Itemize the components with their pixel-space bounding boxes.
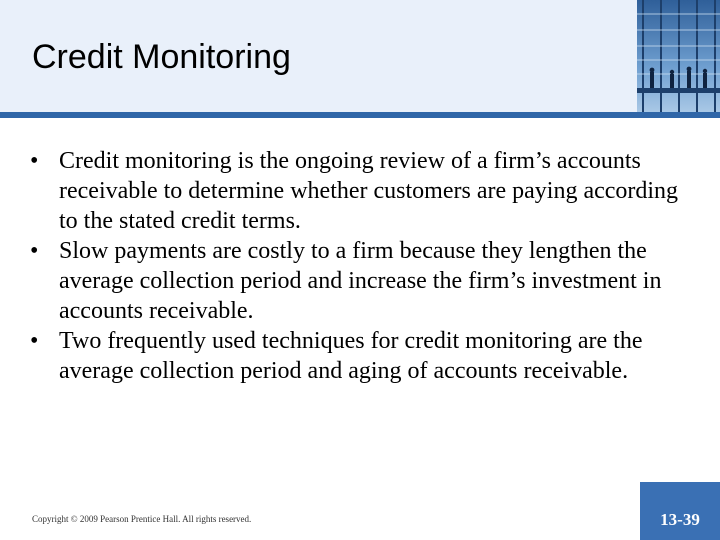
bullet-text: Two frequently used techniques for credit monitoring are the average collection period and aging of accounts receivable. xyxy=(59,328,643,384)
bullet-icon: • xyxy=(30,148,39,174)
list-item xyxy=(30,146,690,236)
list-item xyxy=(30,326,690,386)
bullet-text: Credit monitoring is the ongoing review of a firm’s accounts receivable to determine whether customers are paying according to the stated credit terms. xyxy=(59,148,679,234)
bullet-text: Slow payments are costly to a firm because they lengthen the average collection period and increase the firm’s investment in accounts receivable. xyxy=(59,238,662,324)
header-building-image xyxy=(637,0,720,112)
bullet-list xyxy=(30,146,690,386)
copyright-notice: Copyright © 2009 Pearson Prentice Hall. All rights reserved. xyxy=(32,514,252,524)
slide-header xyxy=(0,0,720,112)
header-divider xyxy=(0,112,720,118)
bullet-icon: • xyxy=(30,238,39,264)
bullet-icon: • xyxy=(30,328,39,354)
page-number: 13-39 xyxy=(660,510,700,529)
page-number-box xyxy=(640,482,720,540)
slide-title: Credit Monitoring xyxy=(32,38,291,76)
list-item xyxy=(30,236,690,326)
